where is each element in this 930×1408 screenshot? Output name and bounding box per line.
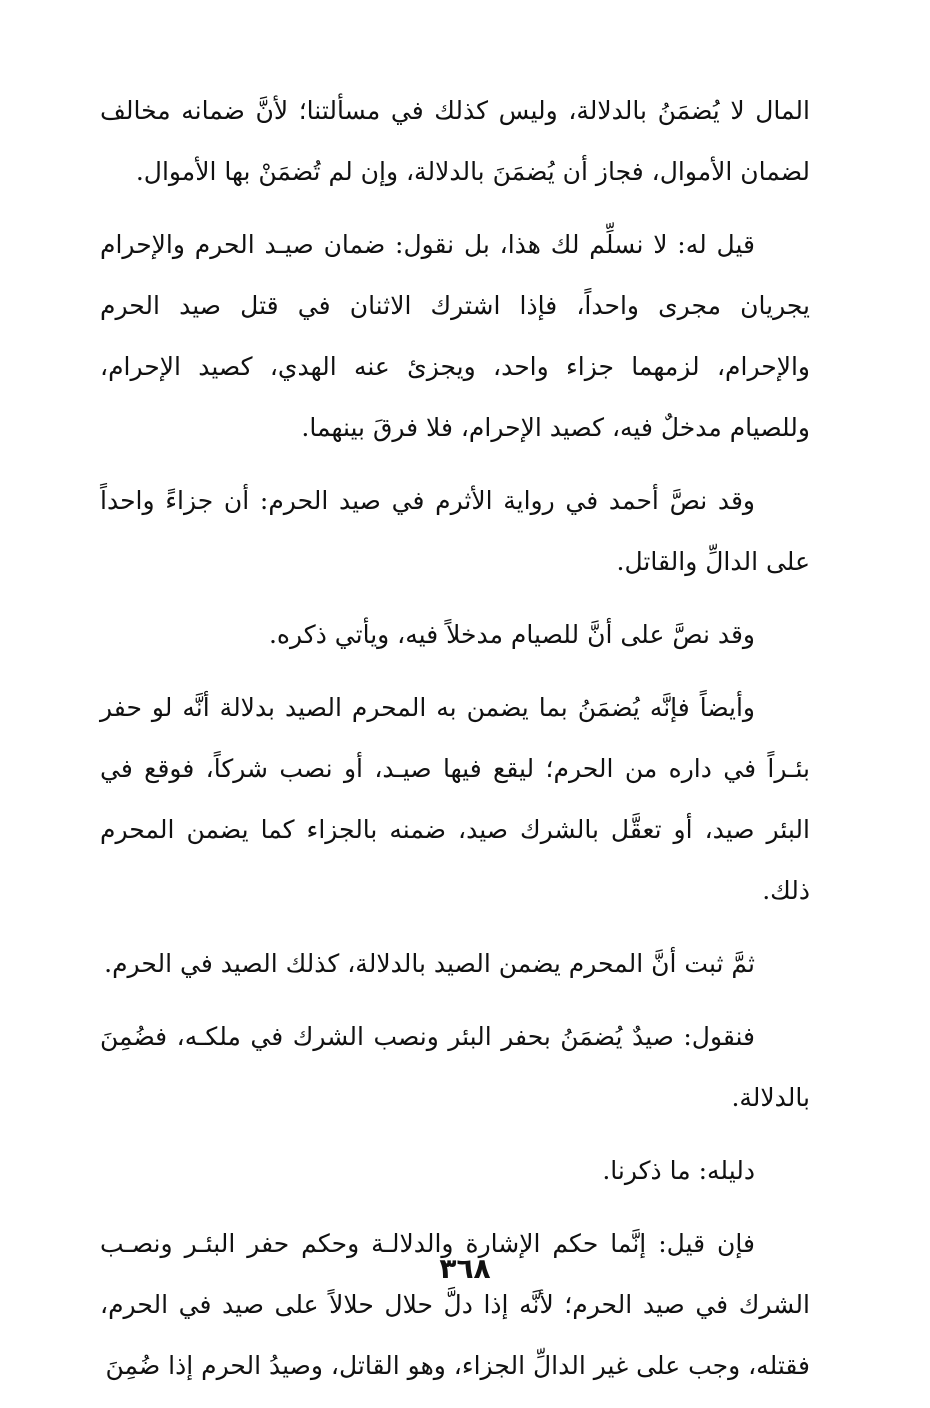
paragraph-4: وقد نصَّ على أنَّ للصيام مدخلاً فيه، ويأتي ذكره.: [268, 620, 755, 649]
paragraph-5: وأيضاً فإنَّه يُضمَنُ بما يضمن به المحرم الصيد بدلالة أنَّه لو حفر بئـراً في داره من الحرم؛ ليقع فيها صيـد، أو نصب شركاً، فوقع في البئر صيد، أو تعقَّل بالشرك صيد، ضمنه بالجزاء كما يضمن المحرم ذلك.: [100, 693, 810, 905]
paragraph-9: فإن قيل: إنَّما حكم الإشارة والدلالـة وحكم حفر البئـر ونصـب الشرك في صيد الحرم؛ لأنَّه إذا دلَّ حلال حلالاً على صيد في الحرم، فقتله، وجب على غير الدالِّ الجزاء، وهو القاتل، وصيدُ الحرم إذا ضُمِنَ: [100, 1229, 810, 1380]
paragraph-6: ثمَّ ثبت أنَّ المحرم يضمن الصيد بالدلالة، كذلك الصيد في الحرم.: [104, 949, 755, 978]
paragraph-3: وقد نصَّ أحمد في رواية الأثرم في صيد الحرم: أن جزاءً واحداً على الدالِّ والقاتل.: [100, 486, 810, 576]
paragraph-1: المال لا يُضمَنُ بالدلالة، وليس كذلك في مسألتنا؛ لأنَّ ضمانه مخالف لضمان الأموال، فجاز أن يُضمَنَ بالدلالة، وإن لم تُضمَنْ بها الأموال.: [100, 96, 810, 186]
paragraph-2: قيل له: لا نسلِّم لك هذا، بل نقول: ضمان صيـد الحرم والإحرام يجريان مجرى واحداً، فإذا اشترك الاثنان في قتل صيد الحرم والإحرام، لزمهما جزاء واحد، ويجزئ عنه الهدي، كصيد الإحرام، وللصيام مدخلٌ فيه، كصيد الإحرام، فلا فرقَ بينهما.: [100, 230, 810, 442]
paragraph-8: دليله: ما ذكرنا.: [602, 1156, 755, 1185]
body-text: [100, 80, 810, 1408]
paragraph-7: فنقول: صيدٌ يُضمَنُ بحفر البئر ونصب الشرك في ملكـه، فضُمِنَ بالدلالة.: [100, 1022, 810, 1112]
page-number: ٣٦٨: [439, 1252, 491, 1285]
